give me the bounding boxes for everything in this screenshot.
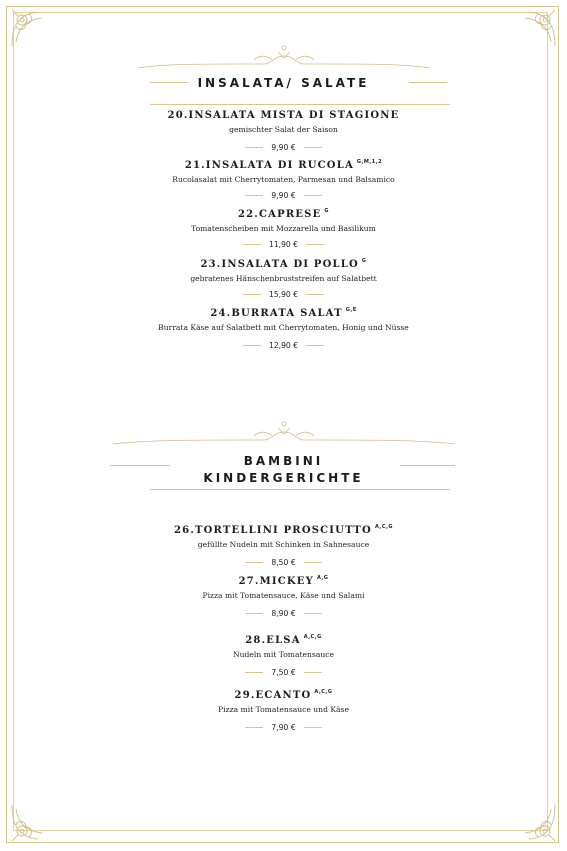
item-name: 23.INSALATA DI POLLO $^G$ xyxy=(200,258,367,270)
allergen-codes: A,G xyxy=(316,575,329,581)
item-price: 9,90 € xyxy=(271,143,296,152)
item-name: 21.INSALATA DI RUCOLA $^{G,M,1,2}$ xyxy=(184,159,383,171)
item-description: gefüllte Nudeln mit Schinken in Sahnesauce xyxy=(197,540,370,549)
item-name: 29.ECANTO $^{A,C,G}$ xyxy=(234,689,333,701)
item-description: Tomatenscheiben mit Mozzarella und Basilikum xyxy=(191,224,376,233)
menu-item xyxy=(0,205,567,249)
item-price: 12,90 € xyxy=(269,341,298,350)
menu-item xyxy=(0,572,567,618)
item-description: Nudeln mit Tomatensauce xyxy=(233,650,334,659)
allergen-codes: A,C,G xyxy=(303,634,322,640)
section-underline xyxy=(150,489,450,490)
allergen-codes: G xyxy=(361,258,367,264)
allergen-codes: A,C,G xyxy=(314,689,333,695)
item-description: Burrata Käse auf Salatbett mit Cherrytomaten, Honig und Nüsse xyxy=(158,323,409,332)
item-price: 7,50 € xyxy=(271,668,296,677)
item-description: gemischter Salat der Saison xyxy=(229,125,338,134)
allergen-codes: G,E xyxy=(345,307,357,313)
item-name: 20.INSALATA MISTA DI STAGIONE xyxy=(167,110,400,121)
item-name: 22.CAPRESE $^G$ xyxy=(237,208,330,220)
item-name: 26.TORTELLINI PROSCIUTTO $^{A,C,G}$ xyxy=(174,524,393,536)
menu-item xyxy=(0,110,567,152)
item-description: gebratenes Hänschenbruststreifen auf Salatbett xyxy=(190,274,377,283)
item-description: Pizza mit Tomatensauce, Käse und Salami xyxy=(202,591,365,600)
item-price: 8,90 € xyxy=(271,609,296,618)
menu-item xyxy=(0,521,567,567)
item-price: 7,90 € xyxy=(271,723,296,732)
item-name: 27.MICKEY $^{A,G}$ xyxy=(238,575,329,587)
item-price: 9,90 € xyxy=(271,191,296,200)
item-price: 8,50 € xyxy=(271,558,296,567)
allergen-codes: G xyxy=(324,208,330,214)
allergen-codes: G,M,1,2 xyxy=(356,159,383,165)
allergen-codes: A,C,G xyxy=(374,524,393,530)
item-price: 11,90 € xyxy=(269,240,298,249)
menu-item xyxy=(0,156,567,200)
menu-item xyxy=(0,631,567,677)
item-price: 15,90 € xyxy=(269,290,298,299)
item-name: 24.BURRATA SALAT $^{G,E}$ xyxy=(210,307,357,319)
menu-item xyxy=(0,686,567,732)
section-title-salads: INSALATA/ SALATE xyxy=(197,76,370,90)
menu-item xyxy=(0,304,567,350)
corner-flourish-icon xyxy=(8,801,52,845)
section-subtitle-kids: KINDERGERICHTE xyxy=(203,471,364,485)
item-name: 28.ELSA $^{A,C,G}$ xyxy=(245,634,322,646)
corner-flourish-icon xyxy=(515,801,559,845)
section-title-kids: BAMBINI xyxy=(243,454,324,468)
section-underline xyxy=(150,104,450,105)
menu-item xyxy=(0,255,567,299)
item-description: Rucolasalat mit Cherrytomaten, Parmesan und Balsamico xyxy=(172,175,395,184)
item-description: Pizza mit Tomatensauce und Käse xyxy=(218,705,349,714)
